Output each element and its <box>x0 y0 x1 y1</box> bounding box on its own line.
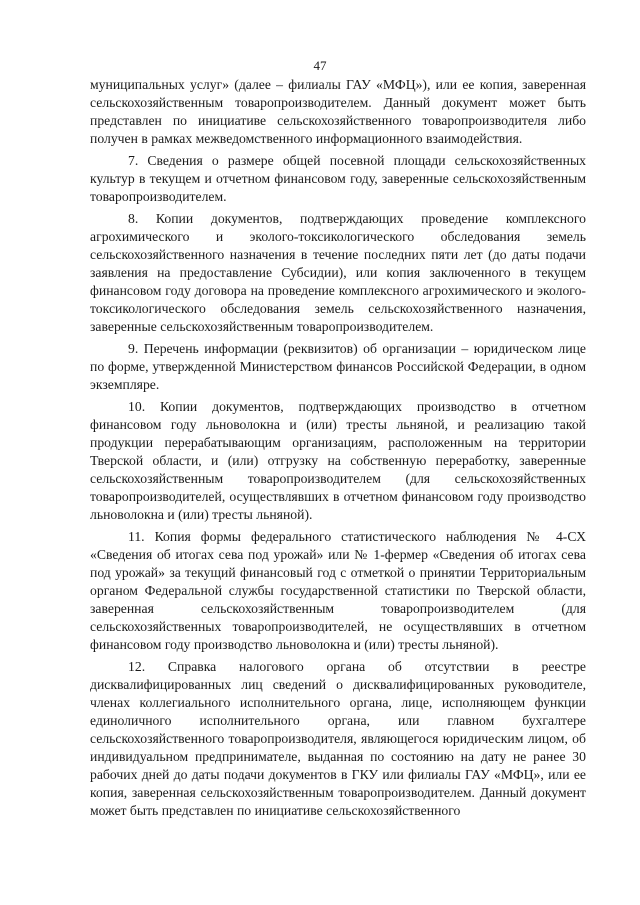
paragraph-item-12: 12. Справка налогового органа об отсутствии в реестре дисквалифицированных лиц сведений о дисквалифицированных руководителе, членах коллегиального исполнительного органа, лице, исполняющем функции единоличного исполнительного органа, или главном бухгалтере сельскохозяйственного товаропроизводителя, являющегося юридическим лицом, об индивидуальном предпринимателе, выданная по состоянию на дату не ранее 30 рабочих дней до даты подачи документов в ГКУ или филиалы ГАУ «МФЦ», или ее копия, заверенная сельскохозяйственным товаропроизводителем. Данный документ может быть представлен по инициативе сельскохозяйственного <box>90 659 586 818</box>
paragraph-item-11: 11. Копия формы федерального статистического наблюдения № 4-СХ «Сведения об итогах сева под урожай» или № 1-фермер «Сведения об итогах сева под урожай» за текущий финансовый год с отметкой о принятии Территориальным органом Федеральной службы государственной статистики по Тверской области, заверенная сельскохозяйственным товаропроизводителем (для сельскохозяйственных товаропроизводителей, не осуществлявших в отчетном финансовом году производство льноволокна и (или) тресты льняной). <box>90 529 586 652</box>
page-number: 47 <box>313 58 327 73</box>
paragraph-item-8: 8. Копии документов, подтверждающих проведение комплексного агрохимического и эколого-токсикологического обследования земель сельскохозяйственного назначения в течение последних пяти лет (до даты подачи заявления на предоставление Субсидии), или копия заключенного в текущем финансовом году договора на проведение комплексного агрохимического и эколого-токсикологического обследования земель сельскохозяйственного назначения, заверенные сельскохозяйственным товаропроизводителем. <box>90 211 586 334</box>
document-body <box>90 76 586 820</box>
paragraph-item-9: 9. Перечень информации (реквизитов) об организации – юридическом лице по форме, утвержденной Министерством финансов Российской Федерации, в одном экземпляре. <box>90 341 586 392</box>
paragraph-item-7: 7. Сведения о размере общей посевной площади сельскохозяйственных культур в текущем и отчетном финансовом году, заверенные сельскохозяйственным товаропроизводителем. <box>90 153 586 204</box>
paragraph-item-10: 10. Копии документов, подтверждающих производство в отчетном финансовом году льноволокна и (или) тресты льняной, и реализацию такой продукции перерабатывающим организациям, расположенным на территории Тверской области, и (или) отгрузку на собственную переработку, заверенные сельскохозяйственным товаропроизводителем (для сельскохозяйственных товаропроизводителей, осуществлявших в отчетном финансовом году производство льноволокна и (или) тресты льняной). <box>90 399 586 522</box>
paragraph-continuation: муниципальных услуг» (далее – филиалы ГАУ «МФЦ»), или ее копия, заверенная сельскохозяйственным товаропроизводителем. Данный документ может быть представлен по инициативе сельскохозяйственного товаропроизводителя либо получен в рамках межведомственного информационного взаимодействия. <box>90 77 586 146</box>
